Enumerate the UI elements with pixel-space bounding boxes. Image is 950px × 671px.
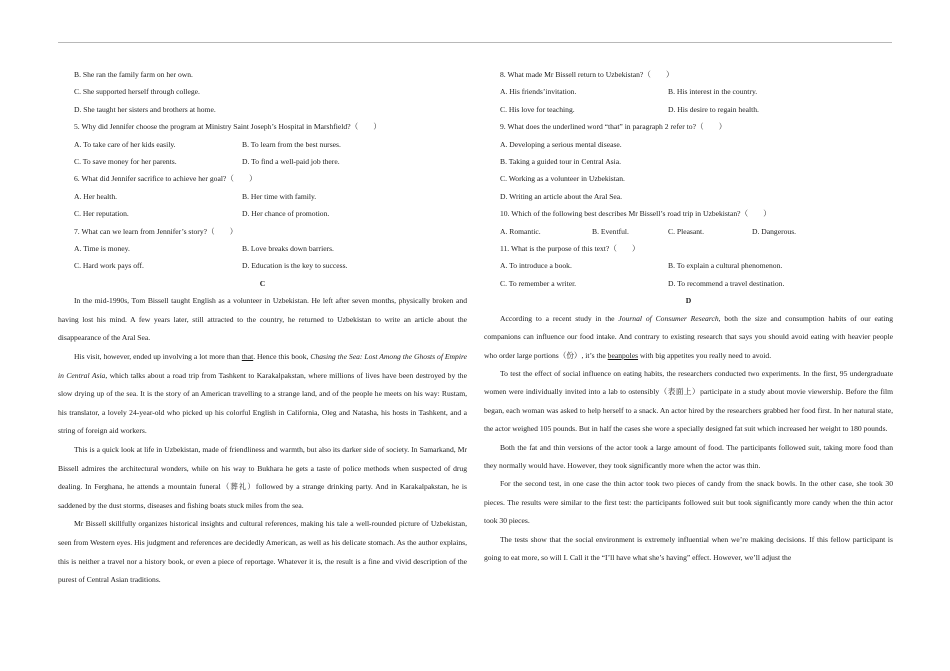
passage-c-paragraph-4: Mr Bissell skillfully organizes historical insights and cultural references, making his tale a well-rounded picture of Uzbekistan, seen from Western eyes. His judgment and references are decidedly American, as well as his delicate stomach. As the author explains, this is neither a travel nor a history book, or even a piece of reportage. Whatever it is, the result is a fine and vivid description of the purest of Central Asian traditions.	[58, 519, 467, 585]
left-column	[58, 66, 467, 590]
q10-option-c: C. Pleasant.	[668, 226, 705, 236]
passage-c-paragraph-3: This is a quick look at life in Uzbekistan, made of friendliness and warmth, but also its darker side of society. In Samarkand, Mr Bissell admires the architectural wonders, while on his way to Bukhara he gets a taste of police methods when suspected of drug dealing. In Ferghana, he attends a mountain funeral（葬礼）followed by a strange drinking party. And in Karakalpakstan, he is saddened by the dust storms, diseases and fishing boats stuck miles from the sea.	[58, 445, 467, 510]
q11-options-row1	[484, 257, 893, 274]
q8-option-c: C. His love for teaching.	[500, 104, 575, 114]
q7-question: 7. What can we learn from Jennifer’s story?（ ）	[74, 226, 238, 236]
q11-option-a: A. To introduce a book.	[500, 261, 572, 271]
q10-options-row	[484, 223, 893, 240]
q10-option-b: B. Eventful.	[592, 226, 629, 236]
q8-option-b: B. His interest in the country.	[668, 87, 758, 97]
q5-options-row2	[58, 153, 467, 170]
q11-option-d: D. To recommend a travel destination.	[668, 278, 785, 288]
q9-option-b: B. Taking a guided tour in Central Asia.	[500, 157, 622, 167]
q7-option-d: D. Education is the key to success.	[242, 261, 348, 271]
q6-options-row2	[58, 205, 467, 222]
q5-option-c: C. To save money for her parents.	[74, 157, 177, 167]
passage-d-paragraph-3: Both the fat and thin versions of the actor took a large amount of food. The participants followed suit, taking more food than they normally would have. However, they took significantly more when the actor was thin.	[484, 442, 893, 470]
q10-question: 10. Which of the following best describes Mr Bissell’s road trip in Uzbekistan?（ ）	[500, 209, 771, 219]
q9-option-d: D. Writing an article about the Aral Sea.	[500, 191, 623, 201]
passage-c-paragraph-2	[58, 348, 467, 441]
header-rule	[58, 42, 892, 43]
q4-option-d: D. She taught her sisters and brothers at home.	[74, 104, 216, 114]
passage-d-paragraph-1	[484, 310, 893, 365]
q10-option-a: A. Romantic.	[500, 226, 541, 236]
q6-options-row1	[58, 188, 467, 205]
q6-option-d: D. Her chance of promotion.	[242, 209, 330, 219]
q5-options-row1	[58, 136, 467, 153]
q6-question: 6. What did Jennifer sacrifice to achieve her goal?（ ）	[74, 174, 257, 184]
q10-option-d: D. Dangerous.	[752, 226, 797, 236]
q4-option-c: C. She supported herself through college.	[74, 87, 200, 97]
passage-c-paragraph-1: In the mid-1990s, Tom Bissell taught English as a volunteer in Uzbekistan. He left after seven months, physically broken and having lost his mind. A few years later, still attracted to the country, he returned to Uzbekistan to write an article about the disappearance of the Aral Sea.	[58, 296, 467, 343]
q7-options-row2	[58, 257, 467, 274]
q5-option-d: D. To find a well-paid job there.	[242, 157, 340, 167]
d-p1-text-a: According to a recent study in the	[500, 313, 619, 323]
q7-option-c: C. Hard work pays off.	[74, 261, 144, 271]
right-column	[484, 66, 893, 567]
p2-text-a: His visit, however, ended up involving a lot more than	[74, 352, 242, 362]
q9-option-c: C. Working as a volunteer in Uzbekistan.	[500, 174, 625, 184]
q6-option-b: B. Her time with family.	[242, 191, 317, 201]
q9-question: 9. What does the underlined word “that” in paragraph 2 refer to?（ ）	[500, 122, 727, 132]
q6-option-c: C. Her reputation.	[74, 209, 129, 219]
q11-option-c: C. To remember a writer.	[500, 278, 577, 288]
passage-d-paragraph-2: To test the effect of social influence on eating habits, the researchers conducted two experiments. In the first, 95 undergraduate women were individually invited into a lab to ostensibly（表面上）participate in a study about movie viewership. Before the film began, each woman was asked to help herself to a snack. An actor hired by the researchers grabbed her food first. In her natural state, the actor weighed 105 pounds. But in half the cases she wore a specially designed fat suit which increased her weight to 180 pounds.	[484, 368, 893, 434]
q4-option-b: B. She ran the family farm on her own.	[74, 70, 193, 79]
passage-d-paragraph-5: The tests show that the social environment is extremely influential when we’re making decisions. If this fellow participant is going to eat more, so will I. Call it the “I’ll have what she’s having” effect. However, we’ll adjust the	[484, 534, 893, 562]
q5-option-a: A. To take care of her kids easily.	[74, 139, 176, 149]
section-d-heading: D	[685, 296, 692, 306]
q7-option-a: A. Time is money.	[74, 244, 130, 254]
q8-options-row2	[484, 101, 893, 118]
q6-option-a: A. Her health.	[74, 191, 118, 201]
d-p1-text-c: with big appetites you really need to avoid.	[638, 350, 772, 360]
p2-text-b: . Hence this book,	[253, 352, 311, 362]
q8-option-a: A. His friends’invitation.	[500, 87, 577, 97]
d-p1-text-b: , both the size and consumption habits of our eating companions can influence our food intake. And contrary to existing research that says you should avoid eating with heavier people who order large portions（份）, it’s the	[484, 313, 893, 360]
q5-question: 5. Why did Jennifer choose the program at Ministry Saint Joseph’s Hospital in Marshfield?（ ）	[74, 122, 381, 132]
q7-option-b: B. Love breaks down barriers.	[242, 244, 334, 254]
q8-options-row1	[484, 83, 893, 100]
q11-question: 11. What is the purpose of this text?（ ）	[500, 244, 640, 254]
journal-title: Journal of Consumer Research	[618, 313, 719, 323]
passage-d-paragraph-4: For the second test, in one case the thin actor took two pieces of candy from the snack bowls. In the other case, she took 30 pieces. The results were similar to the first test: the participants followed suit but took significantly more candy when the thin actor took 30 pieces.	[484, 479, 893, 526]
q8-option-d: D. His desire to regain health.	[668, 104, 759, 114]
q11-option-b: B. To explain a cultural phenomenon.	[668, 261, 783, 271]
section-c-heading: C	[259, 278, 266, 288]
underlined-word-that: that	[241, 352, 254, 362]
book-title: Chasing the Sea: Lost Among the Ghosts of Empire in Central Asia	[58, 352, 467, 380]
q7-options-row1	[58, 240, 467, 257]
p2-text-c: , which talks about a road trip from Tashkent to Karakalpakstan, where millions of lives have been destroyed by the slow drying up of the sea. It is the story of an American travelling to a strange land, and of the people he meets on his way: Rustam, his translator, a lovely 24-year-old who picked up his colorful English in California, Oleg and Natasha, his hosts in Tashkent, and a string of foreign aid workers.	[58, 370, 467, 436]
q9-option-a: A. Developing a serious mental disease.	[500, 139, 622, 149]
q5-option-b: B. To learn from the best nurses.	[242, 139, 341, 149]
underlined-word-beanpoles: beanpoles	[607, 350, 639, 360]
q8-question: 8. What made Mr Bissell return to Uzbekistan?（ ）	[500, 70, 674, 79]
q11-options-row2	[484, 275, 893, 292]
